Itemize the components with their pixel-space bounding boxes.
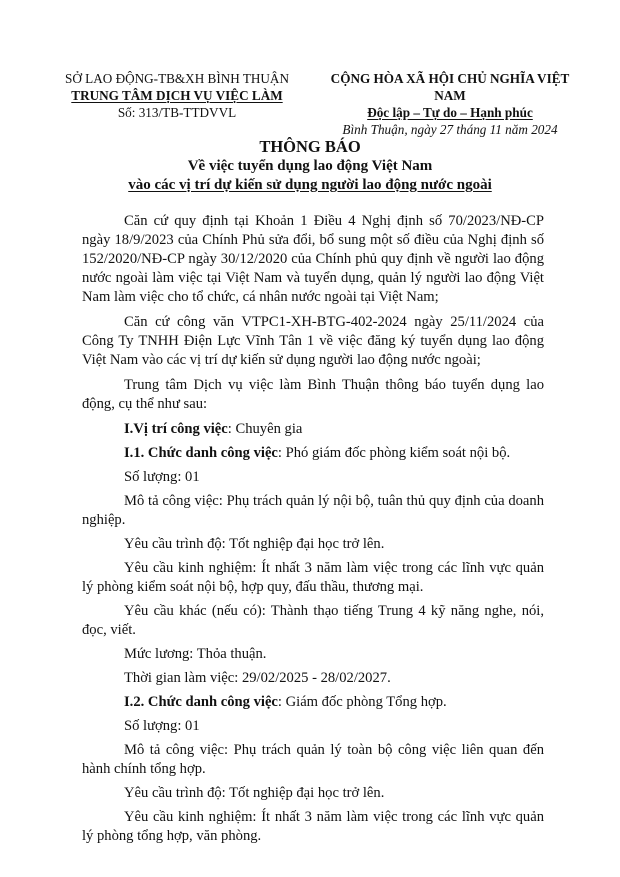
section-1-heading [82,420,544,439]
job-1-period: Thời gian làm việc: 29/02/2025 - 28/02/2027. [124,670,391,686]
section-1-label: I.Vị trí công việc [124,421,228,437]
job-1-value: : Phó giám đốc phòng kiểm soát nội bộ. [277,445,511,461]
agency-name: SỞ LAO ĐỘNG-TB&XH BÌNH THUẬN [65,71,289,86]
job-1-experience: Yêu cầu kinh nghiệm: Ít nhất 3 năm làm việc trong các lĩnh vực quản lý phòng kiểm soát nội bộ, hợp quy, đấu thầu, thương mại. [82,560,544,595]
section-1-value: : Chuyên gia [227,421,303,437]
legal-basis-paragraph: Căn cứ quy định tại Khoản 1 Điều 4 Nghị định số 70/2023/NĐ-CP ngày 18/9/2023 của Chính Phủ sửa đổi, bổ sung một số điều của Nghị định số 152/2020/NĐ-CP ngày 30/12/2020 của Chính phủ quy định về người lao động nước ngoài làm việc tại Việt Nam và tuyển dụng, quản lý người lao động Việt Nam làm việc cho tổ chức, cá nhân nước ngoài tại Việt Nam; [82,213,544,305]
job-2-description: Mô tả công việc: Phụ trách quản lý toàn bộ công việc liên quan đến hành chính tổng hợp. [82,742,544,777]
notice-title: THÔNG BÁO [259,137,361,156]
national-heading [318,70,582,138]
job-1-description: Mô tả công việc: Phụ trách quản lý nội bộ, tuân thủ quy định của doanh nghiệp. [82,493,544,528]
national-motto: Độc lập – Tự do – Hạnh phúc [367,105,533,120]
place-date: Bình Thuận, ngày 27 tháng 11 năm 2024 [342,122,558,137]
job-2-value: : Giám đốc phòng Tổng hợp. [277,694,447,710]
issuer-block [62,70,292,121]
job-2-education: Yêu cầu trình độ: Tốt nghiệp đại học trở lên. [124,785,385,801]
notice-body [82,212,544,846]
job-2-title [82,693,544,712]
job-2-label: I.2. Chức danh công việc [124,694,278,710]
notice-subject-line-2: vào các vị trí dự kiến sử dụng người lao động nước ngoài [128,177,492,193]
country-name: CỘNG HÒA XÃ HỘI CHỦ NGHĨA VIỆT NAM [330,71,570,103]
job-1-other: Yêu cầu khác (nếu có): Thành thạo tiếng Trung 4 kỹ năng nghe, nói, đọc, viết. [82,603,544,638]
notice-title-block [90,137,530,195]
job-1-quantity: Số lượng: 01 [124,469,200,485]
job-1-label: I.1. Chức danh công việc [124,445,278,461]
official-letter-paragraph: Căn cứ công văn VTPC1-XH-BTG-402-2024 ngày 25/11/2024 của Công Ty TNHH Điện Lực Vĩnh Tân 1 về việc đăng ký tuyển dụng lao động Việt Nam vào các vị trí dự kiến sử dụng người lao động nước ngoài; [82,314,544,368]
job-2-quantity: Số lượng: 01 [124,718,200,734]
job-1-salary: Mức lương: Thỏa thuận. [124,646,267,662]
center-name: TRUNG TÂM DỊCH VỤ VIỆC LÀM [71,88,283,103]
document-number: Số: 313/TB-TTDVVL [117,105,237,120]
job-2-experience: Yêu cầu kinh nghiệm: Ít nhất 3 năm làm việc trong các lĩnh vực quản lý phòng tổng hợp, văn phòng. [82,809,544,844]
job-1-title [82,444,544,463]
job-1-education: Yêu cầu trình độ: Tốt nghiệp đại học trở lên. [124,536,385,552]
notice-subject-line-1: Về việc tuyển dụng lao động Việt Nam [187,158,433,174]
announcement-paragraph: Trung tâm Dịch vụ việc làm Bình Thuận thông báo tuyển dụng lao động, cụ thể như sau: [82,377,544,412]
